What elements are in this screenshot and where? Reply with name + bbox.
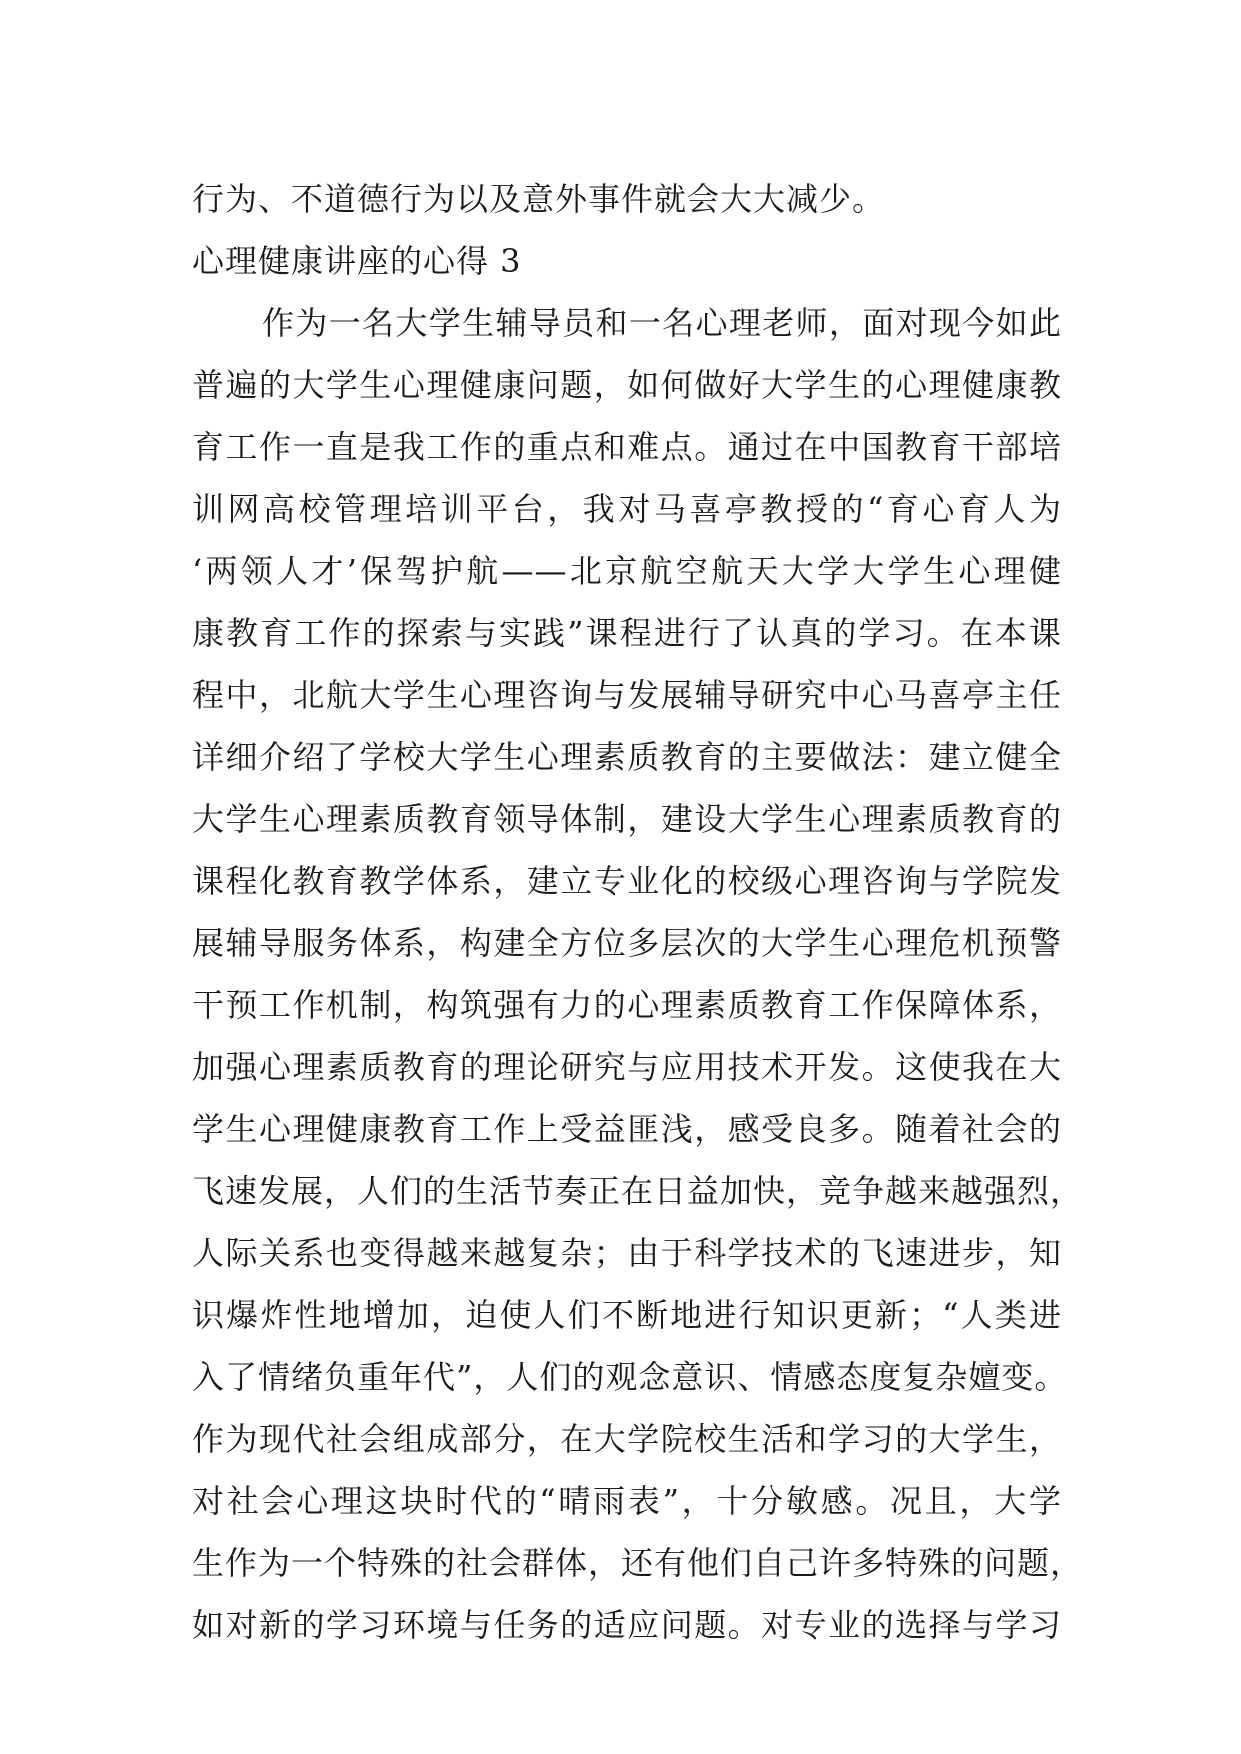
paragraph-line: 作为现代社会组成部分，在大学院校生活和学习的大学生， xyxy=(192,1420,1062,1458)
paragraph-line: 大学生心理素质教育领导体制，建设大学生心理素质教育的 xyxy=(192,800,1062,838)
paragraph-line: 程中，北航大学生心理咨询与发展辅导研究中心马喜亭主任 xyxy=(192,676,1062,714)
paragraph-line: 入了情绪负重年代”，人们的观念意识、情感态度复杂嬗变。 xyxy=(192,1358,1068,1396)
paragraph-line: 飞速发展，人们的生活节奏正在日益加快，竞争越来越强烈， xyxy=(192,1172,1084,1210)
paragraph-line: 人际关系也变得越来越复杂；由于科学技术的飞速进步，知 xyxy=(192,1234,1062,1272)
paragraph-first-line: 作为一名大学生辅导员和一名心理老师，面对现今如此 xyxy=(262,304,1062,342)
paragraph-line: 学生心理健康教育工作上受益匪浅，感受良多。随着社会的 xyxy=(192,1110,1062,1148)
paragraph-line: 加强心理素质教育的理论研究与应用技术开发。这使我在大 xyxy=(192,1048,1062,1086)
paragraph-line: 干预工作机制，构筑强有力的心理素质教育工作保障体系， xyxy=(192,986,1062,1024)
document-body xyxy=(192,168,1084,1656)
paragraph-line: 识爆炸性地增加，迫使人们不断地进行知识更新；“人类进 xyxy=(192,1296,1062,1334)
paragraph-line: 对社会心理这块时代的“晴雨表”，十分敏感。况且，大学 xyxy=(192,1482,1062,1520)
paragraph-line: 育工作一直是我工作的重点和难点。通过在中国教育干部培 xyxy=(192,428,1062,466)
paragraph-line: 康教育工作的探索与实践”课程进行了认真的学习。在本课 xyxy=(192,614,1062,652)
paragraph-line: 训网高校管理培训平台，我对马喜亭教授的“育心育人为 xyxy=(192,490,1062,528)
paragraph-line: 普遍的大学生心理健康问题，如何做好大学生的心理健康教 xyxy=(192,366,1062,404)
paragraph-line: 如对新的学习环境与任务的适应问题。对专业的选择与学习 xyxy=(192,1606,1062,1644)
paragraph-line: ‘两领人才’保驾护航——北京航空航天大学大学生心理健 xyxy=(192,552,1062,590)
paragraph-line: 展辅导服务体系，构建全方位多层次的大学生心理危机预警 xyxy=(192,924,1062,962)
paragraph-line: 课程化教育教学体系，建立专业化的校级心理咨询与学院发 xyxy=(192,862,1062,900)
paragraph-line: 生作为一个特殊的社会群体，还有他们自己许多特殊的问题， xyxy=(192,1544,1084,1582)
paragraph-continuation-line: 行为、不道德行为以及意外事件就会大大减少。 xyxy=(192,180,886,218)
paragraph-line: 详细介绍了学校大学生心理素质教育的主要做法：建立健全 xyxy=(192,738,1062,776)
section-heading: 心理健康讲座的心得 3 xyxy=(192,242,522,280)
